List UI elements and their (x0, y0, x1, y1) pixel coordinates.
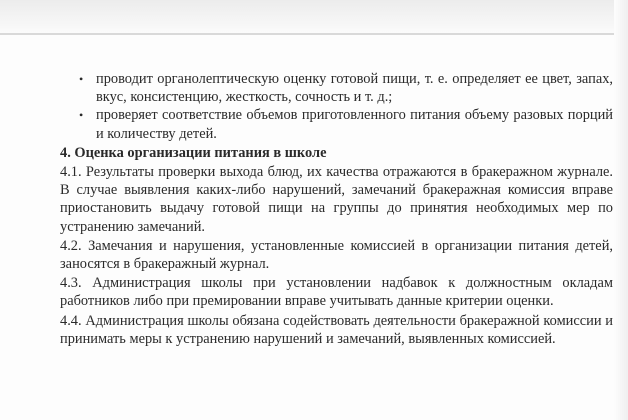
section-heading: 4. Оценка организации питания в школе (60, 144, 327, 161)
bullet-item-organoleptic (60, 70, 613, 106)
scan-top-shadow (0, 0, 628, 36)
paragraph-4-4: 4.4. Администрация школы обязана содействовать деятельности бракеражной комиссии и принимать меры к устранению нарушений и замечаний, выявленных комиссией. (60, 312, 613, 347)
bullet-marker: • (79, 108, 84, 123)
document-body (60, 70, 613, 348)
paragraph-4-3: 4.3. Администрация школы при установлении надбавок к должностным окладам работников либо при премировании вправе учитывать данные критерии оценки. (60, 275, 613, 310)
bullet-marker: • (79, 72, 84, 86)
bullet-text: проверяет соответствие объемов приготовленного питания объему разовых порций и количеству детей. (96, 107, 613, 142)
scan-top-edge-line (0, 33, 628, 35)
bullet-text: проводит органолептическую оценку готовой пищи, т. е. определяет ее цвет, запах, вкус, консистенцию, жесткость, сочность и т. д.; (96, 71, 613, 106)
paragraph-4-1: 4.1. Результаты проверки выхода блюд, их качества отражаются в бракеражном журнале. В случае выявления каких-либо нарушений, замечаний бракеражная комиссия вправе приостановить выдачу готовой пищи на группы до принятия необходимых мер по устранению замечаний. (60, 164, 613, 235)
paragraph-4-2: 4.2. Замечания и нарушения, установленные комиссией в организации питания детей, заносятся в бракеражный журнал. (60, 237, 613, 273)
bullet-item-portions (60, 106, 613, 142)
scan-right-shadow (614, 0, 628, 420)
